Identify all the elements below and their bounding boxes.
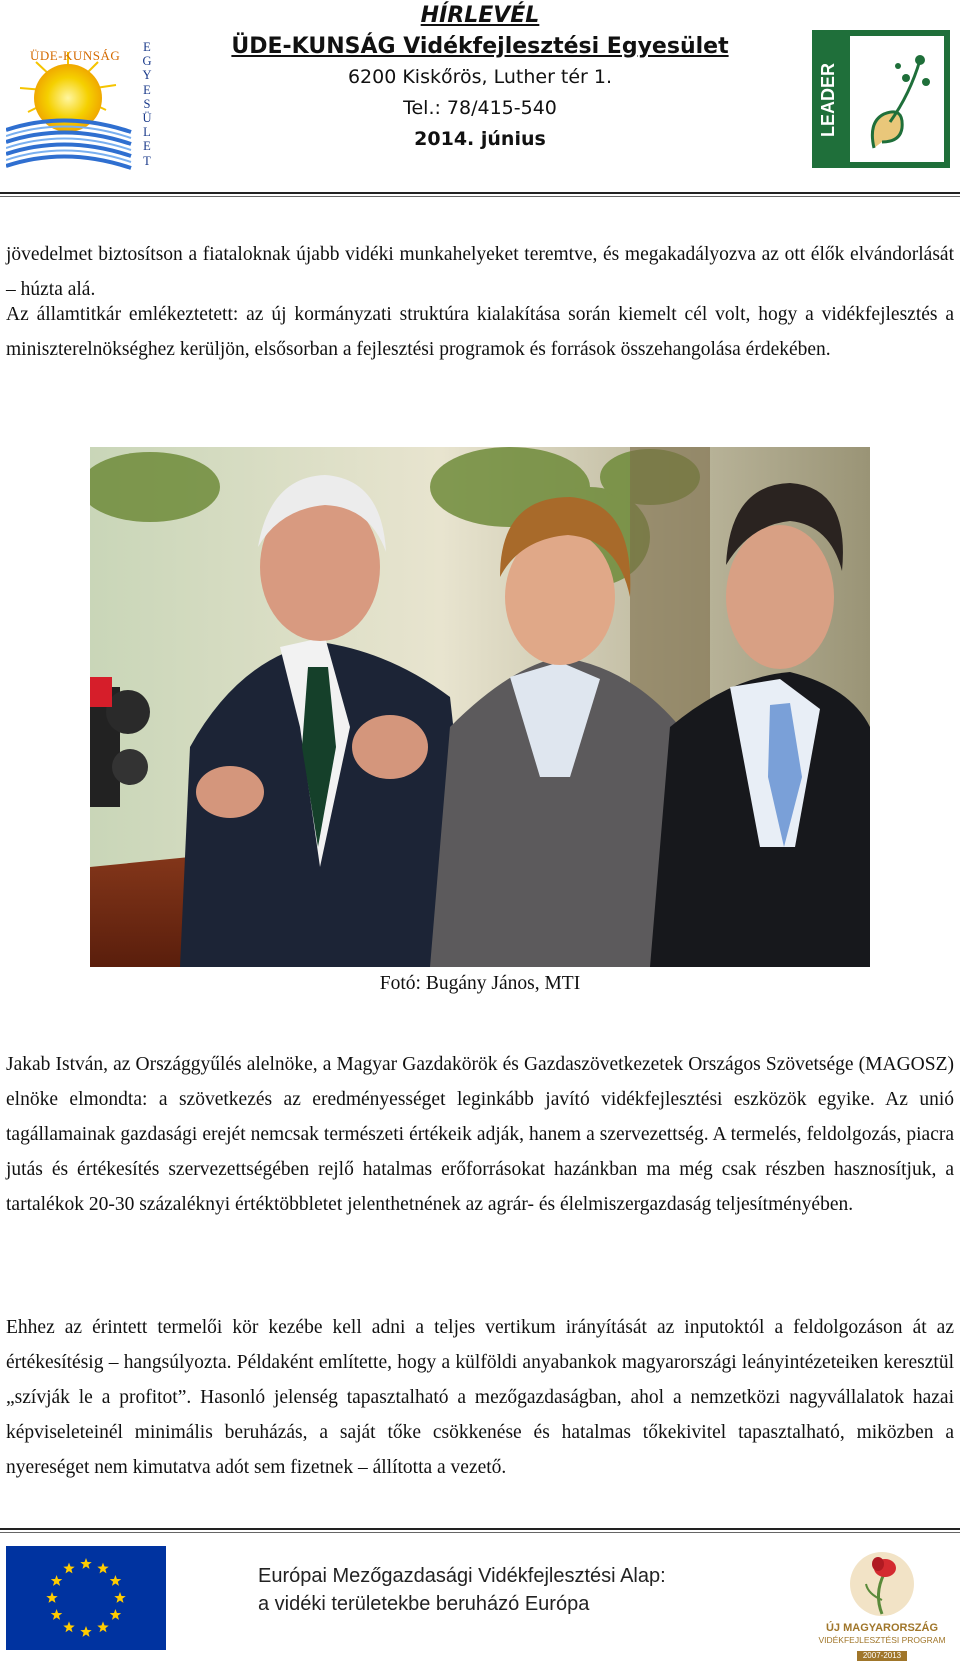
logo-vertical-text: EGYESÜLET xyxy=(142,40,152,168)
header-rule xyxy=(0,192,960,197)
umvp-title: ÚJ MAGYARORSZÁG xyxy=(825,1622,939,1634)
eu-flag-icon xyxy=(6,1546,166,1650)
article-paragraph-4: Ehhez az érintett termelői kör kezébe kell adni a teljes vertikum irányítását az inputoktól a feldolgozáson át az értékesítésig – hangsúlyozta. Példaként említette, hogy a külföldi anyabankok magyarországi leányintézeteiken keresztül „szívják le a profitot”. Hasonló jelenség tapasztalható a mezőgazdaságban, ahol a nemzetközi nagyvállalatok hazai képviseleteinél minimális beruházás, a saját tőke csökkenése és hatalmas tőkekivitel tapasztalható, miközben a nyereséget nem kimutatva adót sem fizetnek – állította a vezető. xyxy=(6,1317,954,1478)
organization-address: 6200 Kiskőrös, Luther tér 1. xyxy=(347,66,613,88)
article-photo xyxy=(90,447,870,967)
umvp-years: 2007-2013 xyxy=(857,1651,907,1661)
leader-logo xyxy=(812,30,950,168)
umvp-subtitle: VIDÉKFEJLESZTÉSI PROGRAM xyxy=(818,1635,946,1645)
leader-logo-icon xyxy=(812,30,950,168)
newsletter-title: HÍRLEVÉL xyxy=(420,3,540,28)
eafrd-line-2: a vidéki területekbe beruházó Európa xyxy=(258,1593,590,1615)
organization-name: ÜDE-KUNSÁG Vidékfejlesztési Egyesület xyxy=(231,34,729,59)
logo-brand-text: ÜDE-KUNSÁG xyxy=(30,48,121,63)
organization-phone: Tel.: 78/415-540 xyxy=(403,97,557,119)
article-paragraph-3: Jakab István, az Országgyűlés alelnöke, a Magyar Gazdakörök és Gazdaszövetkezetek Országos Szövetsége (MAGOSZ) elnöke elmondta: a szövetkezés az eredményességet leginkább javító vidékfejlesztési eszközök egyike. Az unió tagállamainak gazdasági erejét nemcsak természeti értékeik adják, hanem a szervezettség. A termelés, feldolgozás, piacra jutás és értékesítés szervezettségében rejlő hatalmas erőforrásokat hazánkban ma még csak részben hasznosítjuk, a tartalékok 20-30 százaléknyi értéktöbbletet jelenthetnének az agrár- és élelmiszergazdaság teljesítményében. xyxy=(6,1054,954,1215)
press-conference-photo xyxy=(90,447,870,967)
footer-rule xyxy=(0,1528,960,1533)
header-title-block xyxy=(160,0,800,155)
leader-text: LEADER xyxy=(818,62,838,138)
eafrd-slogan xyxy=(258,1562,666,1618)
article-paragraph-2: Az államtitkár emlékeztetett: az új kormányzati struktúra kialakítása során kiemelt cél volt, hogy a vidékfejlesztés a miniszterelnökséghez kerüljön, elsősorban a fejlesztési programok és források összehangolása érdekében. xyxy=(6,304,954,360)
issue-date: 2014. június xyxy=(414,128,546,150)
ude-kunsag-logo xyxy=(6,30,156,175)
photo-caption: Fotó: Bugány János, MTI xyxy=(379,973,581,994)
article-paragraph-1: jövedelmet biztosítson a fiataloknak újabb vidéki munkahelyeket teremtve, és megakadályozva az ott élők elvándorlását – húzta alá. xyxy=(6,244,954,300)
uj-magyarorszag-logo xyxy=(812,1544,952,1660)
eu-flag xyxy=(6,1546,166,1650)
eafrd-line-1: Európai Mezőgazdasági Vidékfejlesztési Alap: xyxy=(258,1565,666,1587)
newsletter-header xyxy=(0,0,960,195)
